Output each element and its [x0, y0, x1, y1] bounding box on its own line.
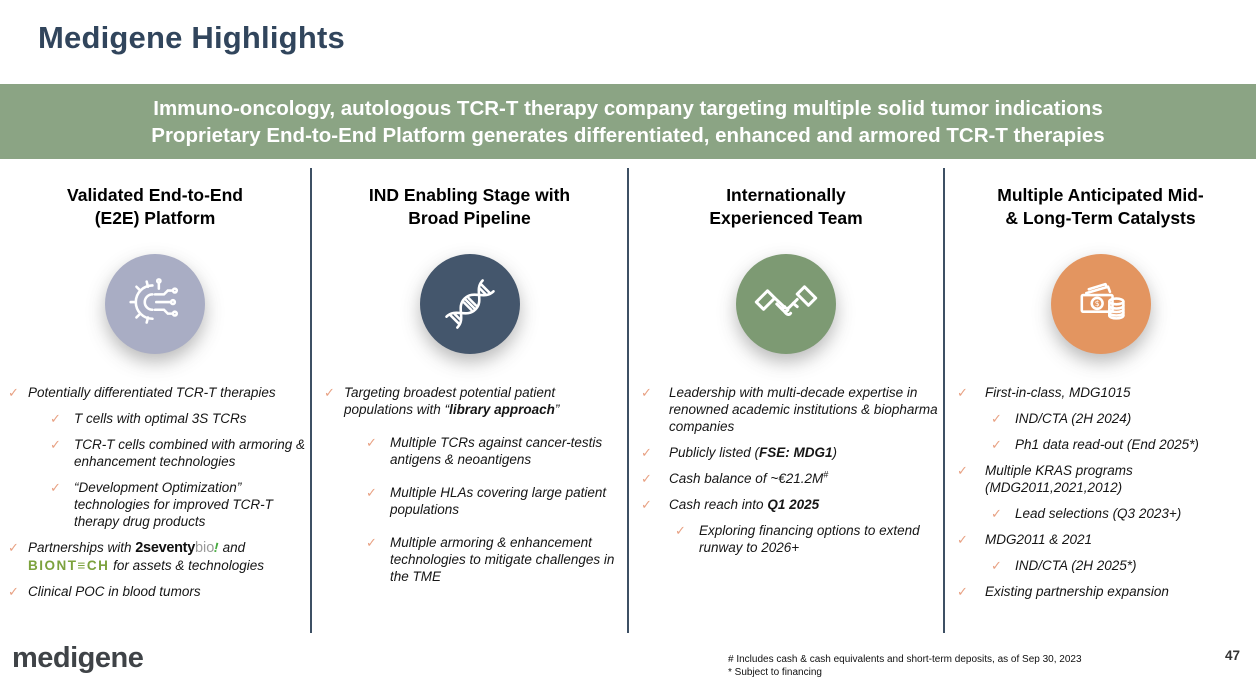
bullet-item	[991, 410, 1252, 427]
bullet-item	[957, 583, 1252, 600]
handshake-icon	[736, 254, 836, 354]
text-part: ”	[554, 402, 560, 417]
header-line: Validated End-to-End	[67, 185, 243, 205]
bullet-item-partnerships	[8, 539, 306, 574]
money-icon	[1051, 254, 1151, 354]
text-part: Partnerships with	[28, 540, 136, 555]
footnote-marker: #	[823, 469, 829, 480]
check-icon: ✓	[957, 385, 968, 400]
check-icon: ✓	[991, 506, 1002, 521]
text-part: and	[222, 540, 246, 555]
bullet-text: Existing partnership expansion	[985, 584, 1169, 599]
medigene-logo: medigene	[12, 642, 144, 674]
text-part-bold: library approach	[449, 402, 555, 417]
check-icon: ✓	[8, 584, 19, 599]
bullet-item	[366, 434, 623, 468]
bullet-text: Lead selections (Q3 2023+)	[1015, 506, 1182, 521]
banner	[0, 84, 1256, 159]
2seventy-bio-logo: 2seventybio!	[135, 539, 221, 556]
check-icon: ✓	[957, 584, 968, 599]
bullet-item	[324, 384, 623, 418]
bullet-item	[366, 484, 623, 518]
text-part: Publicly listed (	[669, 445, 760, 460]
column-catalysts	[943, 168, 1256, 633]
bullet-text: Multiple KRAS programs (MDG2011,2021,2012)	[985, 463, 1133, 495]
check-icon: ✓	[991, 437, 1002, 452]
check-icon: ✓	[50, 437, 61, 452]
column-header	[633, 184, 939, 230]
header-line: & Long-Term Catalysts	[1005, 208, 1196, 228]
footnote-cash: # Includes cash & cash equivalents and short-term deposits, as of Sep 30, 2023	[728, 654, 1082, 665]
bullet-item	[8, 384, 306, 401]
check-icon: ✓	[50, 411, 61, 426]
bullet-list	[629, 384, 943, 556]
check-icon: ✓	[675, 523, 686, 538]
bullet-item	[50, 436, 306, 470]
svg-text:$: $	[1094, 299, 1100, 309]
bullet-text	[28, 539, 306, 574]
bullet-item	[366, 534, 623, 585]
header-line: Broad Pipeline	[408, 208, 531, 228]
bullet-text: Multiple armoring & enhancement technologies to mitigate challenges in the TME	[390, 535, 615, 584]
text-part-bold: FSE: MDG1	[759, 445, 833, 460]
check-icon: ✓	[641, 497, 652, 512]
footnote-financing: * Subject to financing	[728, 666, 822, 678]
column-e2e-platform	[0, 168, 310, 633]
text-part: )	[832, 445, 838, 460]
banner-line2: Proprietary End-to-End Platform generates differentiated, enhanced and armored TCR-T therapies	[151, 123, 1105, 147]
biontech-logo: BIONT≡CH	[28, 558, 110, 573]
column-header	[4, 184, 306, 230]
bullet-text: MDG2011 & 2021	[985, 532, 1093, 547]
text-part: Cash reach into	[669, 497, 768, 512]
bullet-text	[669, 470, 939, 487]
column-team	[627, 168, 943, 633]
bullet-text: IND/CTA (2H 2025*)	[1015, 558, 1137, 573]
bullet-text	[669, 496, 939, 513]
bullet-item	[991, 557, 1252, 574]
bullet-text: Multiple TCRs against cancer-testis antigens & neoantigens	[390, 435, 603, 467]
column-header	[316, 184, 623, 230]
bullet-text: Clinical POC in blood tumors	[28, 584, 201, 599]
bullet-item	[641, 496, 939, 513]
bullet-text: Exploring financing options to extend runway to 2026+	[699, 523, 920, 555]
footnotes	[728, 654, 1082, 679]
check-icon: ✓	[8, 385, 19, 400]
text-part: Cash balance of ~€21.2M	[669, 471, 824, 486]
check-icon: ✓	[957, 532, 968, 547]
column-header	[949, 184, 1252, 230]
bullet-list	[312, 384, 627, 585]
bullet-text	[344, 384, 623, 418]
bullet-text: Ph1 data read-out (End 2025*)	[1015, 437, 1199, 452]
bullet-text: First-in-class, MDG1015	[985, 385, 1131, 400]
bullet-text: Multiple HLAs covering large patient populations	[390, 485, 607, 517]
bullet-item	[675, 522, 939, 556]
check-icon: ✓	[50, 480, 61, 495]
check-icon: ✓	[991, 411, 1002, 426]
text-part: for assets & technologies	[113, 558, 264, 573]
header-line: (E2E) Platform	[94, 208, 216, 228]
banner-line1: Immuno-oncology, autologous TCR-T therapy company targeting multiple solid tumor indications	[153, 96, 1103, 120]
gear-circuit-icon	[105, 254, 205, 354]
header-line: Multiple Anticipated Mid-	[997, 185, 1204, 205]
header-line: IND Enabling Stage with	[368, 185, 571, 205]
dna-icon	[420, 254, 520, 354]
text-part-bold: Q1 2025	[767, 497, 820, 512]
bullet-item	[991, 436, 1252, 453]
bullet-list	[0, 384, 310, 600]
bullet-item	[50, 479, 306, 530]
bullet-list	[945, 384, 1256, 600]
header-line: Experienced Team	[709, 208, 863, 228]
check-icon: ✓	[324, 385, 335, 400]
check-icon: ✓	[957, 463, 968, 478]
check-icon: ✓	[641, 385, 652, 400]
bullet-item	[641, 444, 939, 461]
bullet-text: Potentially differentiated TCR-T therapies	[28, 385, 276, 400]
bullet-text: Leadership with multi-decade expertise in renowned academic institutions & biopharma companies	[669, 385, 938, 434]
check-icon: ✓	[641, 445, 652, 460]
bullet-item	[641, 470, 939, 487]
check-icon: ✓	[991, 558, 1002, 573]
check-icon: ✓	[366, 535, 377, 550]
bullet-item	[8, 583, 306, 600]
bullet-item	[957, 462, 1252, 496]
text-part: Targeting broadest potential patient populations with “	[344, 385, 556, 417]
bullet-item	[957, 384, 1252, 401]
bullet-item	[641, 384, 939, 435]
check-icon: ✓	[366, 435, 377, 450]
bullet-item	[957, 531, 1252, 548]
page-number: 47	[1224, 648, 1240, 663]
bullet-text	[669, 444, 939, 461]
check-icon: ✓	[641, 471, 652, 486]
page-title: Medigene Highlights	[38, 20, 345, 55]
bullet-item	[50, 410, 306, 427]
bullet-text: IND/CTA (2H 2024)	[1015, 411, 1132, 426]
column-pipeline	[310, 168, 627, 633]
bullet-text: T cells with optimal 3S TCRs	[74, 411, 247, 426]
check-icon: ✓	[366, 485, 377, 500]
bullet-text: TCR-T cells combined with armoring & enhancement technologies	[74, 437, 306, 469]
bullet-item	[991, 505, 1252, 522]
bullet-text: “Development Optimization” technologies for improved TCR-T therapy drug products	[74, 480, 273, 529]
columns-section	[0, 168, 1256, 633]
header-line: Internationally	[726, 185, 846, 205]
check-icon: ✓	[8, 540, 19, 555]
